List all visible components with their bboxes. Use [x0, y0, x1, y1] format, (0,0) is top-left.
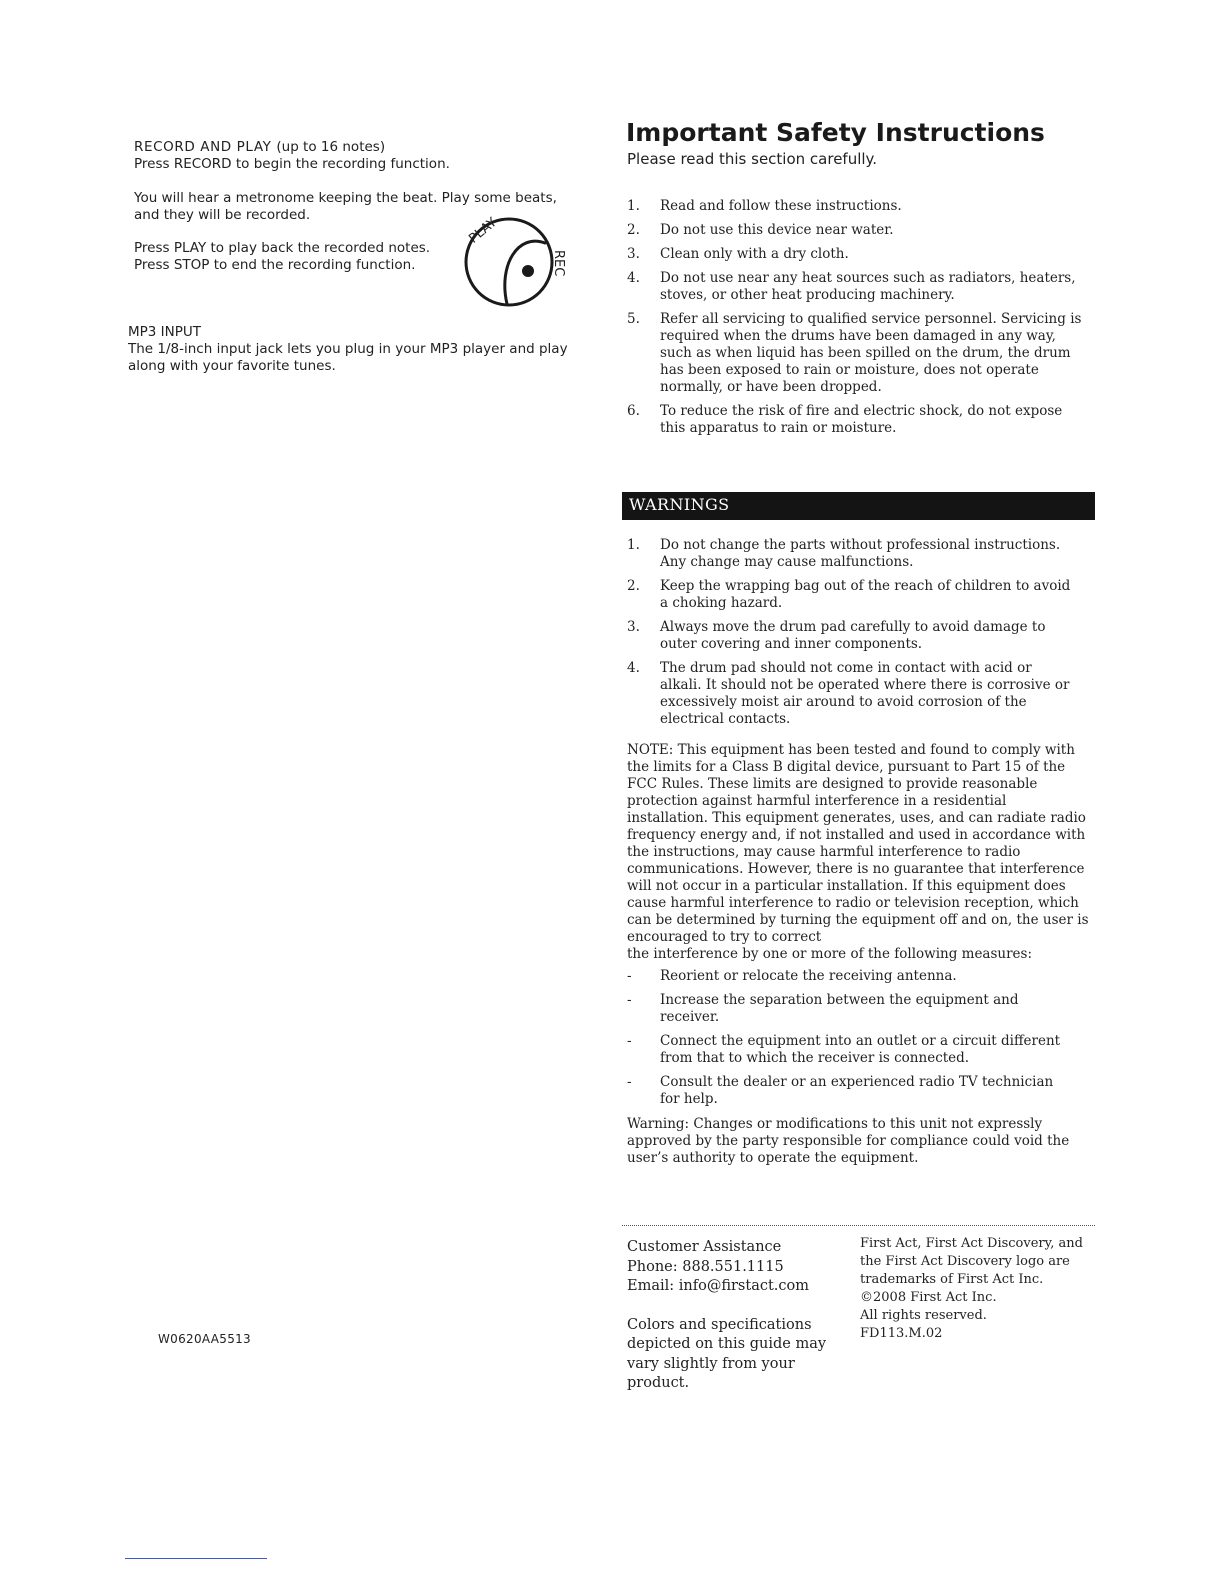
trademark-block — [860, 1235, 1090, 1343]
mp3-input-section — [128, 324, 588, 375]
assist-phone: Phone: 888.551.1115 — [627, 1258, 784, 1275]
product-code: FD113.M.02 — [860, 1326, 943, 1341]
assist-title: Customer Assistance — [627, 1239, 782, 1255]
list-item: 2. Keep the wrapping bag out of the reach of children to avoid a choking hazard. — [627, 578, 1071, 611]
model-code: W0620AA5513 — [158, 1332, 251, 1346]
fcc-measures-list — [627, 968, 1067, 1108]
customer-assistance — [627, 1238, 837, 1394]
fcc-note — [627, 742, 1089, 963]
assist-email: Email: info@firstact.com — [627, 1278, 809, 1294]
record-play-section — [134, 139, 584, 173]
mp3-input-body: The 1/8-inch input jack lets you plug in your MP3 player and play along with your favorite tunes. — [128, 341, 568, 374]
list-item: 3. Clean only with a dry cloth. — [627, 246, 849, 262]
record-play-dial-icon — [460, 205, 580, 315]
fcc-note-tail: the interference by one or more of the following measures: — [627, 946, 1033, 962]
page-subtitle: Please read this section carefully. — [627, 150, 878, 168]
record-play-para2: You will hear a metronome keeping the beat. Play some beats, and they will be recorded. — [134, 190, 557, 223]
list-item: - Reorient or relocate the receiving antenna. — [627, 968, 957, 984]
rights-text: All rights reserved. — [860, 1308, 987, 1323]
list-item: 4. Do not use near any heat sources such as radiators, heaters, stoves, or other heat producing machinery. — [627, 270, 1076, 303]
colors-note: Colors and specifications depicted on this guide may vary slightly from your product. — [627, 1316, 827, 1391]
list-item: - Increase the separation between the equipment and receiver. — [627, 992, 1019, 1025]
list-item: 2. Do not use this device near water. — [627, 222, 894, 238]
mp3-input-title: MP3 INPUT — [128, 324, 202, 340]
record-play-line4: Press STOP to end the recording function. — [134, 257, 416, 273]
list-item: 4. The drum pad should not come in contact with acid or alkali. It should not be operated where there is corrosive or excessively moist air around to avoid corrosion of the electrical contacts. — [627, 660, 1070, 727]
fcc-warning: Warning: Changes or modifications to this unit not expressly approved by the party responsible for compliance could void the user’s authority to operate the equipment. — [627, 1116, 1070, 1166]
fcc-note-main: NOTE: This equipment has been tested and found to comply with the limits for a Class B digital device, pursuant to Part 15 of the FCC Rules. These limits are designed to provide reasonable protection against harmful interference in a residential installation. This equipment generates, uses, and can radiate radio frequency energy and, if not installed and used in accordance with the instructions, may cause harmful interference to radio communications. However, there is no guarantee that interference will not occur in a particular installation. If this equipment does cause harmful interference to radio or television reception, which can be determined by turning the equipment off and on, the user is encouraged to try to correct — [627, 742, 1089, 945]
page-title: Important Safety Instructions — [626, 118, 1045, 147]
record-play-line1: Press RECORD to begin the recording function. — [134, 156, 450, 172]
record-play-title: RECORD AND PLAY (up to 16 notes) — [134, 139, 386, 155]
list-item: 6. To reduce the risk of fire and electric shock, do not expose this apparatus to rain or moisture. — [627, 403, 1063, 436]
record-play-line3: Press PLAY to play back the recorded notes. — [134, 240, 431, 256]
dial-rec-label: REC — [551, 250, 566, 277]
warnings-header-bar — [622, 492, 1095, 520]
dial-play-label: PLAY — [466, 215, 500, 247]
safety-list — [627, 198, 1082, 437]
footer-divider — [622, 1225, 1095, 1226]
list-item: 3. Always move the drum pad carefully to avoid damage to outer covering and inner components. — [627, 619, 1046, 652]
list-item: 1. Read and follow these instructions. — [627, 198, 902, 214]
list-item: 5. Refer all servicing to qualified service personnel. Servicing is required when the drums have been damaged in any way, such as when liquid has been spilled on the drum, the drum has been exposed to rain or moisture, does not operate normally, or have been dropped. — [627, 311, 1082, 395]
record-play-dial-graphic — [460, 205, 580, 315]
list-item: 1. Do not change the parts without professional instructions. Any change may cause malfunctions. — [627, 537, 1061, 570]
warnings-list — [627, 537, 1072, 728]
trademark-text: First Act, First Act Discovery, and the First Act Discovery logo are trademarks of First Act Inc. — [860, 1236, 1083, 1287]
copyright-text: ©2008 First Act Inc. — [860, 1290, 997, 1305]
warnings-header: WARNINGS — [629, 495, 730, 514]
list-item: - Connect the equipment into an outlet or a circuit different from that to which the receiver is connected. — [627, 1033, 1061, 1066]
list-item: - Consult the dealer or an experienced radio TV technician for help. — [627, 1074, 1054, 1107]
bottom-rule — [125, 1558, 267, 1559]
